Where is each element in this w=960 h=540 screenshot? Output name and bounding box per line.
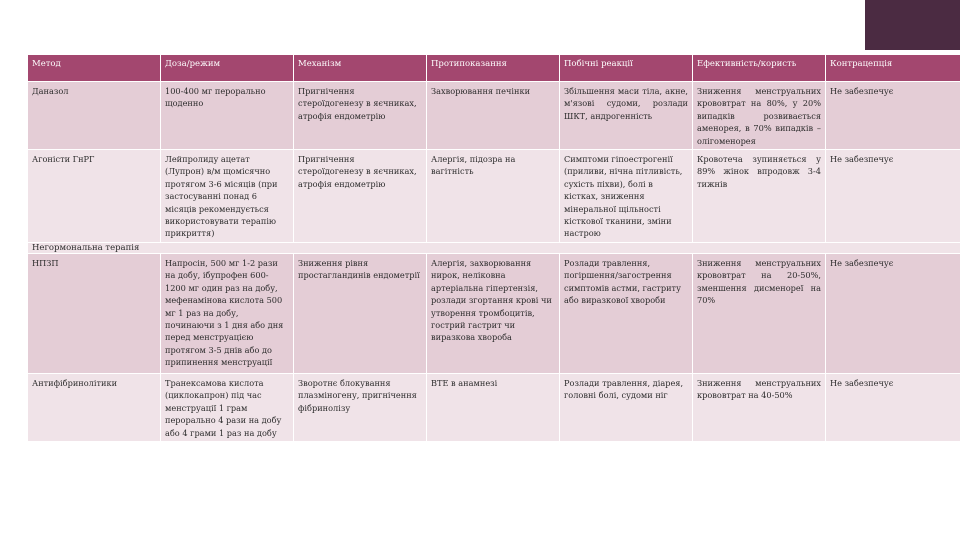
mechanism-cell: Зниження рівня простагландинів ендометрії (293, 254, 426, 374)
table-header (27, 55, 960, 82)
efficacy-cell: Кровотеча зупиняється у 89% жінок впродовж 3-4 тижнів (692, 150, 825, 243)
contraception-cell: Не забезпечує (825, 150, 960, 243)
side-effects-cell: Симптоми гіпоестрогенії (приливи, нічна пітливість, сухість піхви), болі в кістках, зниження мінеральної щільності кісткової тканини, зміни настрою (559, 150, 692, 243)
efficacy-cell: Зниження менструальних крововтрат на 20-50%, зменшення дисменореї на 70% (692, 254, 825, 374)
mechanism-cell: Зворотнє блокування плазміногену, пригнічення фібринолізу (293, 374, 426, 442)
dose-cell: Лейпролиду ацетат (Лупрон) в/м щомісячно протягом 3-6 місяців (при застосуванні понад 6 місяців рекомендується використовувати терапію прикриття) (160, 150, 293, 243)
header-cell: Ефективність/користь (692, 55, 825, 82)
efficacy-cell: Зниження менструальних крововтрат на 80%, у 20% випадків розвивається аменорея, в 70% випадків – олігоменорея (692, 82, 825, 150)
contraindications-cell: ВТЕ в анамнезі (426, 374, 559, 442)
side-effects-cell: Збільшення маси тіла, акне, м'язові судоми, розлади ШКТ, андрогенність (559, 82, 692, 150)
contraception-cell: Не забезпечує (825, 254, 960, 374)
efficacy-cell: Зниження менструальних крововтрат на 40-50% (692, 374, 825, 442)
side-effects-cell: Розлади травлення, погіршення/загострення симптомів астми, гастриту або виразкової хвороби (559, 254, 692, 374)
mechanism-cell: Пригнічення стероїдогенезу в яєчниках, атрофія ендометрію (293, 82, 426, 150)
dose-cell: Транексамова кислота (циклокапрон) під час менструації 1 грам перорально 4 рази на добу або 4 грами 1 раз на добу (160, 374, 293, 442)
section-row (27, 243, 960, 254)
contraception-cell: Не забезпечує (825, 82, 960, 150)
table-row (27, 150, 960, 243)
corner-decoration (865, 0, 960, 50)
dose-cell: Напросін, 500 мг 1-2 рази на добу, ібупрофен 600-1200 мг один раз на добу, мефенамінова кислота 500 мг 1 раз на добу, починаючи з 1 дня або дня перед менструацією протягом 3-5 днів або до припинення менструації (160, 254, 293, 374)
dose-cell: 100-400 мг перорально щоденно (160, 82, 293, 150)
method-cell: Антифібринолітики (27, 374, 160, 442)
header-cell: Протипоказання (426, 55, 559, 82)
contraception-cell: Не забезпечує (825, 374, 960, 442)
header-cell: Побічні реакції (559, 55, 692, 82)
method-cell: Даназол (27, 82, 160, 150)
contraindications-cell: Захворювання печінки (426, 82, 559, 150)
side-effects-cell: Розлади травлення, діарея, головні болі, судоми ніг (559, 374, 692, 442)
contraindications-cell: Алергія, підозра на вагітність (426, 150, 559, 243)
therapy-table (27, 55, 960, 442)
header-cell: Механізм (293, 55, 426, 82)
header-cell: Метод (27, 55, 160, 82)
table-row (27, 374, 960, 442)
table-row (27, 82, 960, 150)
section-label: Негормональна терапія (27, 243, 960, 254)
mechanism-cell: Пригнічення стероїдогенезу в яєчниках, атрофія ендометрію (293, 150, 426, 243)
method-cell: Агоністи ГнРГ (27, 150, 160, 243)
method-cell: НПЗП (27, 254, 160, 374)
header-cell: Доза/режим (160, 55, 293, 82)
contraindications-cell: Алергія, захворювання нирок, неліковна артеріальна гіпертензія, розлади згортання крові чи утворення тромбоцитів, гострий гастрит чи виразкова хвороба (426, 254, 559, 374)
header-cell: Контрацепція (825, 55, 960, 82)
table-row (27, 254, 960, 374)
